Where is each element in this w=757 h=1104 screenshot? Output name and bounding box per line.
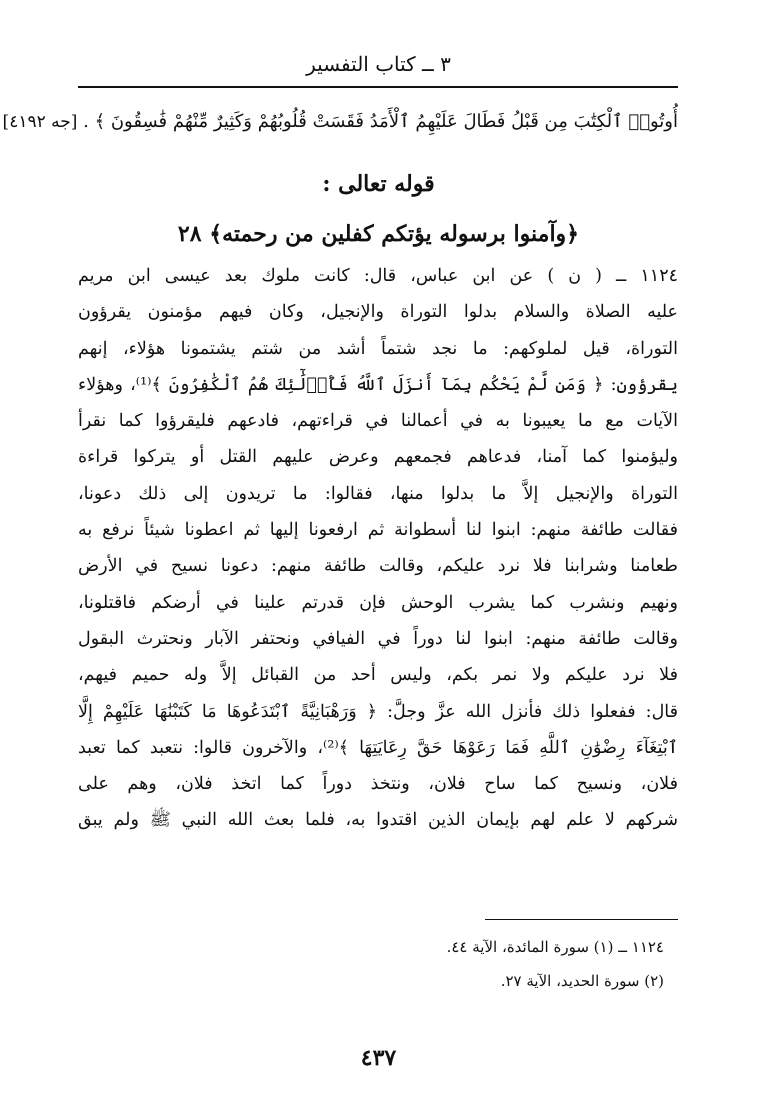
footnotes [78, 930, 678, 998]
body-line: شركهم لا علم لهم بإيمان الذين اقتدوا به، فلما بعث الله النبي ﷺ ولم يبق [78, 810, 678, 831]
page-number: ٤٣٧ [360, 1045, 397, 1071]
body-line: قال: ففعلوا ذلك فأنزل الله عزَّ وجلَّ: ﴿ وَرَهْبَانِيَّةً ٱبْتَدَعُوهَا مَا كَتَبْنَٰهَا عَلَيْهِمْ إِلَّا [78, 701, 678, 722]
carryover-verse-line [2, 102, 678, 142]
running-header: ٣ ــ كتاب التفسير [306, 52, 451, 76]
body-line: طعامنا وشرابنا فلا نرد عليكم، وقالت طائفة منهم: دعونا نسيح في الأرض [78, 556, 678, 577]
carryover-reference: [جه ٤١٩٢] [2, 112, 78, 132]
body-line: عليه الصلاة والسلام بدلوا التوراة والإنجيل، وكان فيهم مؤمنون يقرؤون [78, 302, 678, 323]
body-line: وليؤمنوا كما آمنا، فدعاهم فجمعهم وعرض عليهم القتل أو يتركوا قراءة [78, 447, 678, 468]
footnote-1: ١١٢٤ ــ (١) سورة المائدة، الآية ٤٤. [446, 938, 664, 956]
body-line: التوراة، قيل لملوكهم: ما نجد شتماً أشد من شتم يشتمونا هؤلاء، إنهم [78, 338, 678, 359]
body-line: ٱبْتِغَآءَ رِضْوَٰنِ ٱللَّهِ فَمَا رَعَوْهَا حَقَّ رِعَايَتِهَا ﴾⁽²⁾، والآخرون قالوا: نتعبد كما تعبد [78, 737, 678, 758]
body-line: يقرؤون: ﴿ وَمَن لَّمْ يَحْكُم بِمَآ أَنزَلَ ٱللَّهُ فَأُو۟لَٰٓئِكَ هُمُ ٱلْكَٰفِرُونَ ﴾⁽¹⁾، وهؤلاء [78, 374, 678, 395]
body-line: الآيات مع ما يعيبونا به في أعمالنا في قراءتهم، فادعهم فليقرؤوا كما نقرأ [78, 411, 678, 432]
body-line: فقالت طائفة منهم: ابنوا لنا أسطوانة ثم ارفعونا إليها ثم اعطونا شيئاً نرفع به [78, 520, 678, 541]
section-label: قوله تعالى : [322, 171, 435, 197]
body-line: فلان، ونسيح كما ساح فلان، ونتخذ دوراً كما اتخذ فلان، وهم على [78, 774, 678, 795]
carryover-verse-text: أُوتُوا۟ ٱلْكِتَٰبَ مِن قَبْلُ فَطَالَ عَلَيْهِمُ ٱلْأَمَدُ فَقَسَتْ قُلُوبُهُمْ وَكَثِيرٌ مِّنْهُمْ فَٰسِقُونَ ﴾ . [83, 111, 678, 132]
body-line: ونهيم ونشرب كما يشرب الوحش فإن قدرتم علينا في أرضكم فاقتلونا، [78, 592, 678, 613]
body-line: التوراة والإنجيل إلاَّ ما بدلوا منها، فقالوا: ما تريدون إلى ذلك دعونا، [78, 483, 678, 504]
footnote-2: (٢) سورة الحديد، الآية ٢٧. [500, 972, 664, 990]
header-rule [78, 86, 678, 88]
body-line: وقالت طائفة منهم: ابنوا لنا دوراً في الفيافي ونحتفر الآبار ونحترث البقول [78, 628, 678, 649]
body-line: فلا نرد عليكم ولا نمر بكم، وليس أحد من القبائل إلاَّ وله حميم فيهم، [78, 665, 678, 686]
hadith-body [78, 258, 678, 839]
footnote-rule [485, 919, 678, 920]
body-line: ١١٢٤ ــ ( ن ) عن ابن عباس، قال: كانت ملوك بعد عيسى ابن مريم [78, 266, 678, 286]
verse-heading: ﴿وآمنوا برسوله يؤتكم كفلين من رحمته﴾ ٢٨ [177, 221, 580, 247]
